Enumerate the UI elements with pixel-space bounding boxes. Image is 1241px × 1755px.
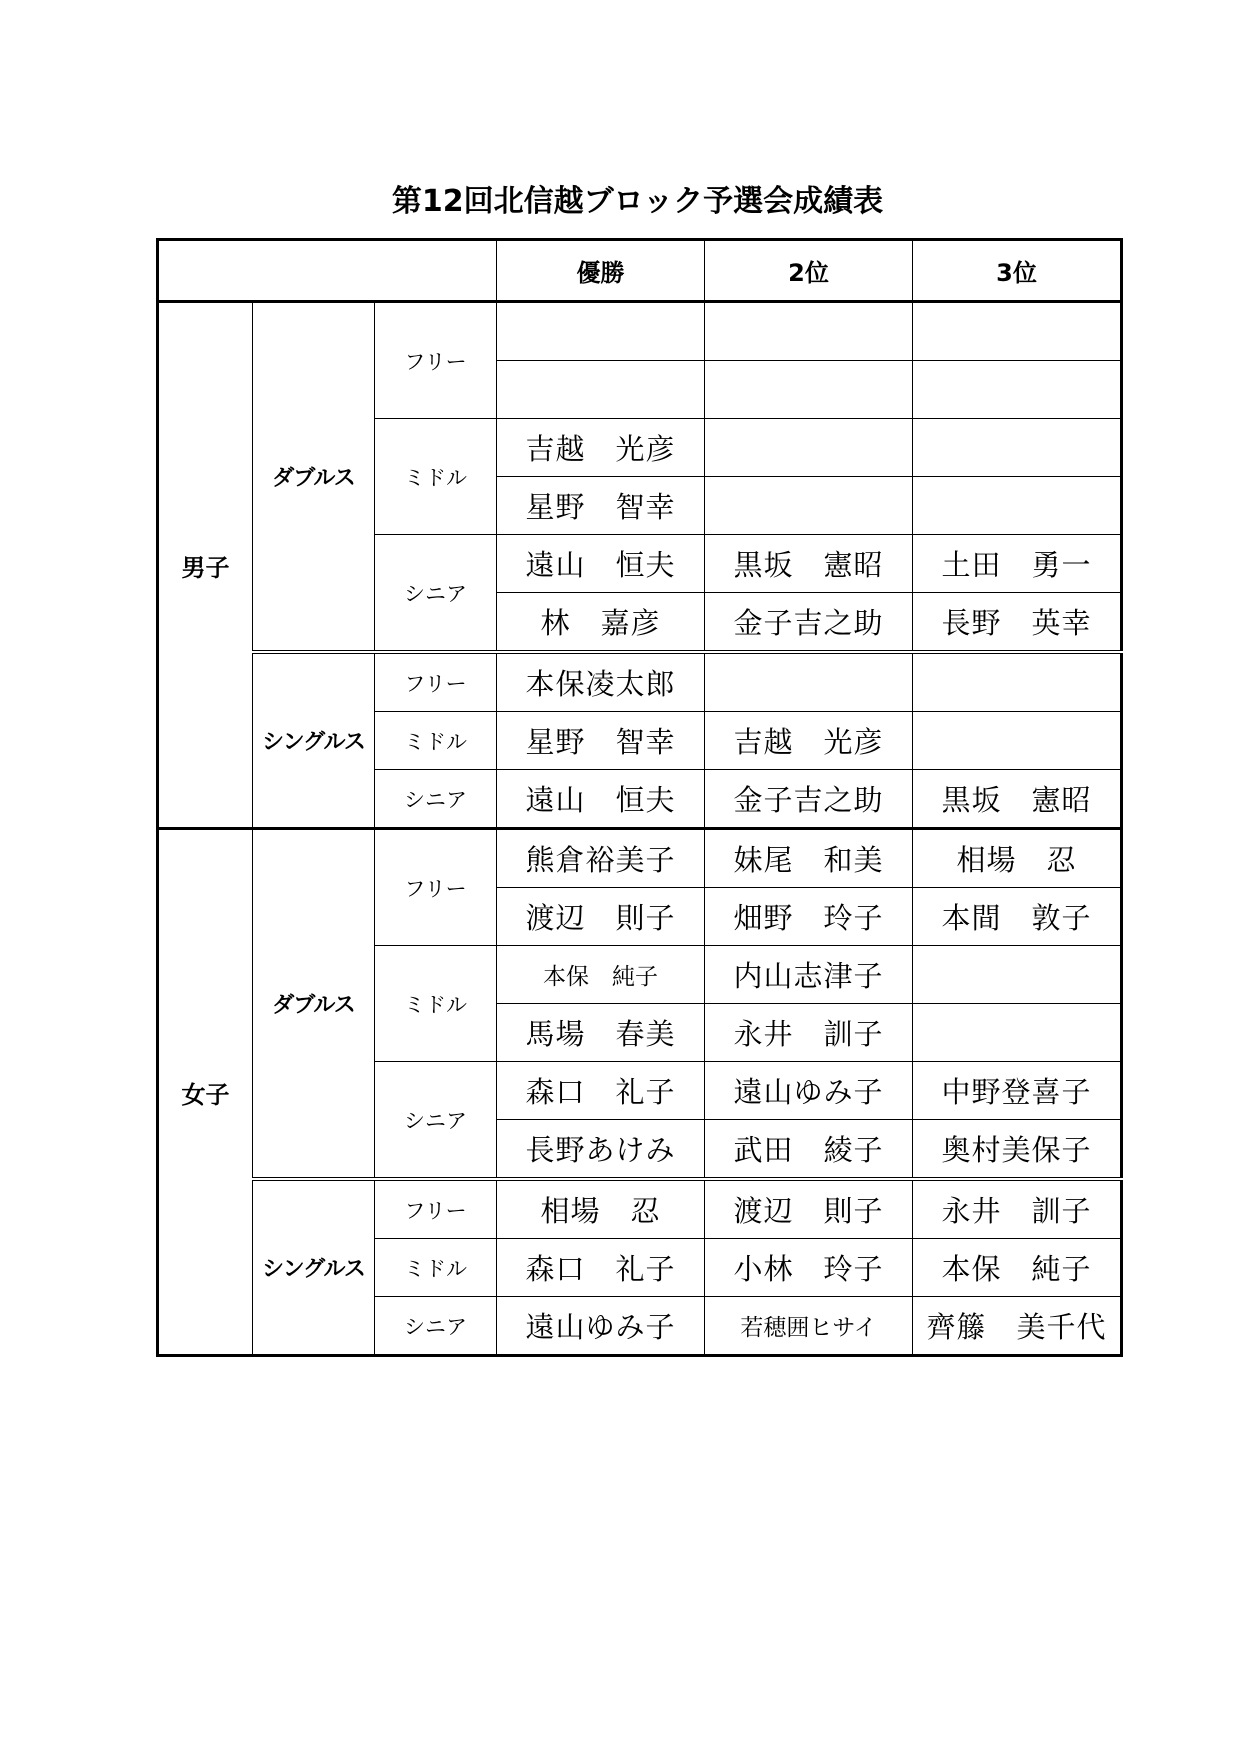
result-cell: 金子吉之助 <box>705 770 913 829</box>
result-cell: 吉越 光彦 <box>497 419 705 477</box>
result-cell: 星野 智幸 <box>497 477 705 535</box>
header-third: 3位 <box>913 240 1122 302</box>
result-cell: 渡辺 則子 <box>705 1179 913 1239</box>
result-cell: 遠山ゆみ子 <box>497 1297 705 1356</box>
category-label: フリー <box>375 652 497 712</box>
category-label: ミドル <box>375 1239 497 1297</box>
result-cell: 林 嘉彦 <box>497 593 705 653</box>
category-label: フリー <box>375 1179 497 1239</box>
result-cell: 星野 智幸 <box>497 712 705 770</box>
result-cell: 長野あけみ <box>497 1120 705 1180</box>
result-cell: 遠山ゆみ子 <box>705 1062 913 1120</box>
result-cell: 長野 英幸 <box>913 593 1122 653</box>
result-cell: 小林 玲子 <box>705 1239 913 1297</box>
result-cell <box>705 361 913 419</box>
category-label: フリー <box>375 302 497 419</box>
result-cell <box>913 302 1122 361</box>
event-label-boys-doubles: ダブルス <box>253 302 375 653</box>
category-label: シニア <box>375 535 497 653</box>
result-cell <box>913 361 1122 419</box>
category-label: シニア <box>375 1062 497 1180</box>
header-first: 優勝 <box>497 240 705 302</box>
event-label-boys-singles: シングルス <box>253 652 375 829</box>
result-cell <box>705 652 913 712</box>
category-label: ミドル <box>375 946 497 1062</box>
category-label: ミドル <box>375 419 497 535</box>
result-cell: 本間 敦子 <box>913 888 1122 946</box>
result-cell: 本保 純子 <box>913 1239 1122 1297</box>
result-cell: 若穂囲ヒサイ <box>705 1297 913 1356</box>
result-cell: 遠山 恒夫 <box>497 535 705 593</box>
category-label: フリー <box>375 829 497 946</box>
result-cell <box>705 302 913 361</box>
result-cell: 渡辺 則子 <box>497 888 705 946</box>
results-table <box>156 238 1123 1357</box>
result-cell: 吉越 光彦 <box>705 712 913 770</box>
result-cell: 齊籐 美千代 <box>913 1297 1122 1356</box>
event-label-girls-singles: シングルス <box>253 1179 375 1356</box>
category-label: シニア <box>375 1297 497 1356</box>
result-cell: 妹尾 和美 <box>705 829 913 888</box>
table-row <box>158 1179 1122 1239</box>
result-cell: 本保 純子 <box>497 946 705 1004</box>
result-cell: 奥村美保子 <box>913 1120 1122 1180</box>
result-cell: 内山志津子 <box>705 946 913 1004</box>
result-cell <box>913 1004 1122 1062</box>
result-cell <box>913 419 1122 477</box>
table-row <box>158 829 1122 888</box>
result-cell: 永井 訓子 <box>913 1179 1122 1239</box>
gender-label-boys: 男子 <box>158 302 253 829</box>
result-cell: 畑野 玲子 <box>705 888 913 946</box>
result-cell <box>497 302 705 361</box>
category-label: シニア <box>375 770 497 829</box>
category-label: ミドル <box>375 712 497 770</box>
event-label-girls-doubles: ダブルス <box>253 829 375 1180</box>
header-row <box>158 240 1122 302</box>
result-cell: 土田 勇一 <box>913 535 1122 593</box>
result-cell: 相場 忍 <box>497 1179 705 1239</box>
result-cell: 遠山 恒夫 <box>497 770 705 829</box>
result-cell: 武田 綾子 <box>705 1120 913 1180</box>
table-row <box>158 652 1122 712</box>
result-cell <box>913 712 1122 770</box>
header-blank-cell <box>158 240 497 302</box>
table-row <box>158 302 1122 361</box>
result-cell <box>913 652 1122 712</box>
result-cell <box>705 419 913 477</box>
result-cell: 永井 訓子 <box>705 1004 913 1062</box>
result-cell: 金子吉之助 <box>705 593 913 653</box>
result-cell: 本保凌太郎 <box>497 652 705 712</box>
result-cell <box>913 946 1122 1004</box>
result-cell: 中野登喜子 <box>913 1062 1122 1120</box>
result-cell: 相場 忍 <box>913 829 1122 888</box>
result-cell: 森口 礼子 <box>497 1062 705 1120</box>
result-cell <box>913 477 1122 535</box>
result-cell: 黒坂 憲昭 <box>913 770 1122 829</box>
result-cell: 黒坂 憲昭 <box>705 535 913 593</box>
header-second: 2位 <box>705 240 913 302</box>
gender-label-girls: 女子 <box>158 829 253 1356</box>
page-title: 第12回北信越ブロック予選会成績表 <box>391 184 884 219</box>
result-cell: 森口 礼子 <box>497 1239 705 1297</box>
result-cell <box>705 477 913 535</box>
result-cell: 熊倉裕美子 <box>497 829 705 888</box>
result-cell <box>497 361 705 419</box>
result-cell: 馬場 春美 <box>497 1004 705 1062</box>
